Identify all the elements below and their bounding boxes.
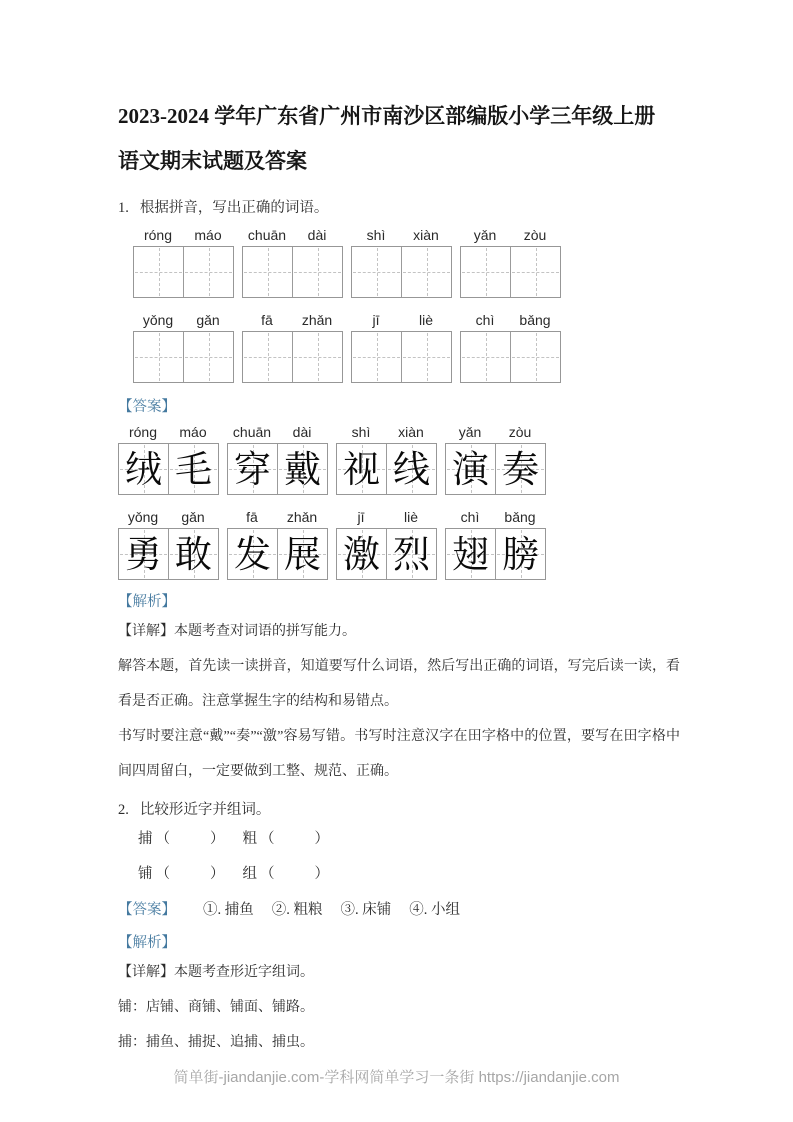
tianzige-row [118, 509, 680, 580]
answer-character: 翅 [452, 532, 489, 576]
tianzige-cell [496, 444, 545, 494]
answer-item-1: ①. 捕鱼 [203, 902, 254, 918]
tianzige-group [227, 424, 328, 495]
document-title [118, 94, 680, 184]
tianzige-group [336, 509, 437, 580]
word-blank-pair [243, 831, 330, 847]
pinyin-labels [336, 509, 437, 525]
tianzige-cell [446, 444, 496, 494]
tianzige-cell [387, 444, 436, 494]
pinyin-label: chuān [247, 227, 287, 243]
tianzige-cells [242, 331, 343, 383]
pinyin-labels [351, 312, 452, 328]
word-blank-pair [138, 831, 225, 847]
pinyin-label: zhǎn [286, 509, 318, 525]
tianzige-row [133, 312, 680, 383]
pinyin-label: zhǎn [301, 312, 333, 328]
tianzige-cell [228, 529, 278, 579]
pinyin-label: shì [366, 227, 386, 243]
pinyin-labels [336, 424, 437, 440]
tianzige-cell [278, 529, 327, 579]
answer-character: 穿 [234, 447, 271, 491]
pinyin-label: máo [194, 227, 222, 243]
tianzige-cell [169, 529, 218, 579]
answer-item-3: ③. 床铺 [340, 902, 392, 918]
tianzige-cells [351, 246, 452, 298]
tianzige-group [118, 424, 219, 495]
tianzige-cell [402, 332, 451, 382]
pinyin-labels [133, 312, 234, 328]
tianzige-cells [336, 528, 437, 580]
pinyin-label: dài [307, 227, 327, 243]
pinyin-label: zòu [523, 227, 547, 243]
pinyin-label: chuān [232, 424, 272, 440]
answer-character: 展 [284, 532, 321, 576]
answer-character: 发 [234, 532, 271, 576]
pinyin-label: jī [372, 312, 380, 328]
pinyin-labels [227, 424, 328, 440]
answer-character: 毛 [175, 447, 212, 491]
tianzige-cell [352, 247, 402, 297]
given-character: 铺 [138, 866, 153, 882]
tianzige-cells [460, 246, 561, 298]
answer-character: 勇 [125, 532, 162, 576]
tianzige-cell [119, 529, 169, 579]
compare-words-row-1 [138, 822, 680, 857]
answer-character: 膀 [502, 532, 539, 576]
tianzige-row [133, 227, 680, 298]
paren-close: ） [210, 866, 225, 882]
pinyin-labels [242, 227, 343, 243]
pinyin-labels [460, 312, 561, 328]
compare-words-row-2 [138, 857, 680, 892]
tianzige-cells [133, 246, 234, 298]
detail-line-q2: 【详解】本题考查形近字组词。 [118, 965, 314, 980]
document-content [118, 94, 680, 1060]
tianzige-group [351, 227, 452, 298]
tianzige-cell [134, 332, 184, 382]
given-character: 捕 [138, 831, 153, 847]
answer-character: 线 [393, 447, 430, 491]
tianzige-group [351, 312, 452, 383]
question-1-prompt [118, 196, 680, 220]
answer-line-q2 [118, 898, 680, 922]
tianzige-group [133, 227, 234, 298]
pinyin-label: bǎng [504, 509, 536, 525]
tianzige-row [118, 424, 680, 495]
tianzige-cell [511, 332, 560, 382]
site-footer: 简单街-jiandanjie.com-学科网简单学习一条街 https://jiandanjie.com [173, 1069, 620, 1086]
analysis-label-q2: 【解析】 [118, 935, 176, 951]
tianzige-cells [445, 528, 546, 580]
pinyin-label: fā [246, 509, 258, 525]
tianzige-group [118, 509, 219, 580]
answer-item-2: ②. 粗粮 [271, 902, 323, 918]
word-blank-pair [243, 866, 330, 882]
tianzige-group [242, 227, 343, 298]
tianzige-cell [387, 529, 436, 579]
tianzige-group [133, 312, 234, 383]
question-1-number: 1. [118, 200, 129, 216]
pinyin-labels [118, 509, 219, 525]
pinyin-label: liè [418, 312, 433, 328]
answer-character: 视 [343, 447, 380, 491]
tianzige-cell [293, 247, 342, 297]
tianzige-cell [278, 444, 327, 494]
pinyin-label: shì [351, 424, 371, 440]
paren-close: ） [314, 866, 329, 882]
answer-character: 戴 [284, 447, 321, 491]
tianzige-cell [243, 247, 293, 297]
pinyin-label: yǎn [458, 424, 482, 440]
paren-open: （ [260, 866, 275, 882]
answer-label-q2: 【答案】 [118, 902, 176, 918]
pinyin-label: fā [261, 312, 273, 328]
answer-character: 烈 [393, 532, 430, 576]
pinyin-labels [460, 227, 561, 243]
pinyin-writing-grids [133, 227, 680, 383]
tianzige-cells [227, 528, 328, 580]
tianzige-group [460, 227, 561, 298]
tianzige-cells [118, 528, 219, 580]
pinyin-label: yǎn [473, 227, 497, 243]
tianzige-cells [242, 246, 343, 298]
pinyin-label: xiàn [413, 227, 439, 243]
tianzige-group [227, 509, 328, 580]
title-line-1: 2023-2024 学年广东省广州市南沙区部编版小学三年级上册 [118, 104, 656, 128]
tianzige-group [336, 424, 437, 495]
tianzige-cell [402, 247, 451, 297]
pinyin-labels [242, 312, 343, 328]
question-2-text: 比较形近字并组词。 [139, 802, 271, 818]
pinyin-labels [351, 227, 452, 243]
question-1-text: 根据拼音，写出正确的词语。 [139, 200, 329, 216]
tianzige-cells [460, 331, 561, 383]
pinyin-labels [133, 227, 234, 243]
pinyin-label: dài [292, 424, 312, 440]
explain-paragraph-q1-2: 书写时要注意“戴”“奏”“激”容易写错。书写时注意汉字在田字格中的位置，要写在田字格中间四周留白，一定要做到工整、规范、正确。 [118, 729, 680, 779]
tianzige-cell [446, 529, 496, 579]
pinyin-label: máo [179, 424, 207, 440]
tianzige-cell [511, 247, 560, 297]
paren-open: （ [155, 831, 170, 847]
tianzige-cell [352, 332, 402, 382]
pinyin-label: chì [475, 312, 495, 328]
pinyin-labels [445, 424, 546, 440]
tianzige-cell [134, 247, 184, 297]
explain-paragraph-q1-1: 解答本题，首先读一读拼音，知道要写什么词语，然后写出正确的词语，写完后读一读，看看是否正确。注意掌握生字的结构和易错点。 [118, 659, 680, 709]
pinyin-label: xiàn [398, 424, 424, 440]
pinyin-label: yǒng [142, 312, 174, 328]
tianzige-group [445, 509, 546, 580]
explain-line-q2-2: 捕：捕鱼、捕捉、追捕、捕虫。 [118, 1035, 314, 1050]
explain-line-q2-1: 铺：店铺、商铺、铺面、铺路。 [118, 1000, 314, 1015]
pinyin-labels [445, 509, 546, 525]
pinyin-label: yǒng [127, 509, 159, 525]
pinyin-label: zòu [508, 424, 532, 440]
tianzige-cell [337, 444, 387, 494]
answer-character: 激 [343, 532, 380, 576]
tianzige-cells [445, 443, 546, 495]
tianzige-cell [243, 332, 293, 382]
word-blank-pair [138, 866, 225, 882]
tianzige-cells [118, 443, 219, 495]
paren-close: ） [210, 831, 225, 847]
analysis-label-q1: 【解析】 [118, 594, 176, 610]
tianzige-group [445, 424, 546, 495]
tianzige-cells [227, 443, 328, 495]
tianzige-cells [351, 331, 452, 383]
title-line-2: 语文期末试题及答案 [118, 149, 307, 173]
pinyin-label: chì [460, 509, 480, 525]
pinyin-label: róng [128, 424, 158, 440]
given-character: 组 [242, 866, 257, 882]
tianzige-cell [184, 247, 233, 297]
tianzige-cells [336, 443, 437, 495]
answer-character: 绒 [125, 447, 162, 491]
answer-character: 敢 [175, 532, 212, 576]
paren-open: （ [155, 866, 170, 882]
tianzige-cell [228, 444, 278, 494]
tianzige-cell [461, 247, 511, 297]
pinyin-labels [227, 509, 328, 525]
pinyin-label: róng [143, 227, 173, 243]
pinyin-label: gǎn [181, 509, 205, 525]
answer-character: 演 [452, 447, 489, 491]
answer-character: 奏 [502, 447, 539, 491]
question-2-number: 2. [118, 802, 129, 818]
tianzige-cell [119, 444, 169, 494]
tianzige-cells [133, 331, 234, 383]
pinyin-labels [118, 424, 219, 440]
pinyin-label: liè [403, 509, 418, 525]
tianzige-cell [169, 444, 218, 494]
given-character: 粗 [242, 831, 257, 847]
tianzige-cell [461, 332, 511, 382]
pinyin-label: jī [357, 509, 365, 525]
tianzige-cell [496, 529, 545, 579]
answer-label-q1: 【答案】 [118, 399, 176, 415]
tianzige-cell [184, 332, 233, 382]
answer-item-4: ④. 小组 [409, 902, 460, 918]
pinyin-label: bǎng [519, 312, 551, 328]
paren-close: ） [314, 831, 329, 847]
paren-open: （ [260, 831, 275, 847]
detail-line-q1: 【详解】本题考查对词语的拼写能力。 [118, 624, 356, 639]
tianzige-group [242, 312, 343, 383]
tianzige-cell [293, 332, 342, 382]
tianzige-cell [337, 529, 387, 579]
pinyin-answer-grids [118, 424, 680, 580]
tianzige-group [460, 312, 561, 383]
pinyin-label: gǎn [196, 312, 220, 328]
question-2-prompt [118, 798, 680, 822]
